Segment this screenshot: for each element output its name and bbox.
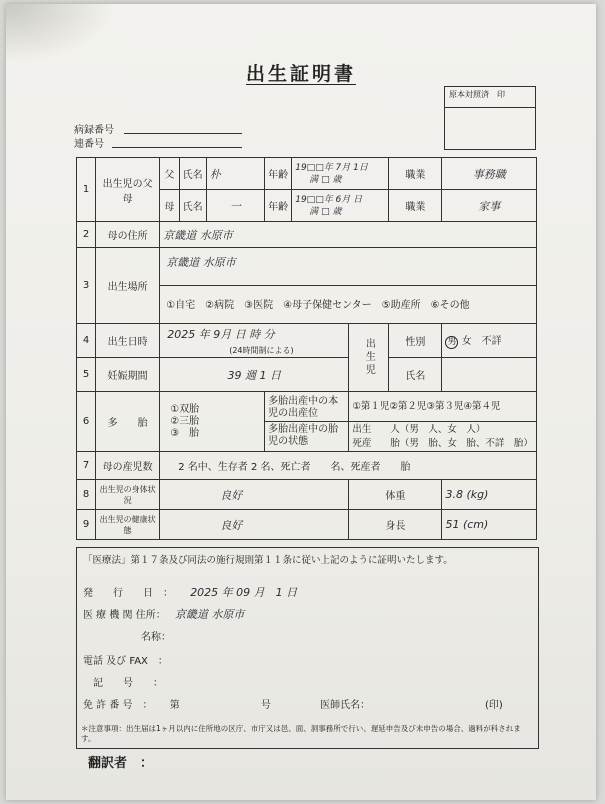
birth-datetime-label: 出生日時 <box>96 324 160 358</box>
mother-births-value: 2 名中、生存者 2 名、死亡者 名、死産者 胎 <box>160 452 537 480</box>
tel-fax-label: 電話 及び FAX ： <box>83 656 168 667</box>
sex-male-circled: 男 <box>447 337 457 347</box>
row-mother-address <box>77 222 537 248</box>
child-label: 出生児 <box>349 324 389 392</box>
father-name-value: 朴 <box>206 158 264 190</box>
record-number-field <box>74 121 234 135</box>
stamp-label: 原本対照済 印 <box>449 90 505 99</box>
birth-place-value: 京畿道 水原市 <box>160 250 536 286</box>
row-birth-datetime <box>77 324 537 358</box>
certificate-table <box>76 157 537 540</box>
child-name-label: 氏名 <box>389 358 442 392</box>
row-health-status <box>77 510 537 540</box>
gestation-label: 妊娠期間 <box>96 358 160 392</box>
birth-order-options: ①第１児②第２児③第３児④第４児 <box>349 394 536 422</box>
document-title: 出生証明書 <box>246 63 357 85</box>
mother-age-label: 年齢 <box>265 190 292 222</box>
height-label: 身長 <box>349 510 442 540</box>
org-address-value: 京畿道 水原市 <box>174 608 245 621</box>
row-number: 6 <box>77 392 96 452</box>
birth-place-options: ①自宅 ②病院 ③医院 ④母子保健センター ⑤助産所 ⑥その他 <box>166 300 470 311</box>
org-name-label: 名称： <box>141 632 171 643</box>
father-occupation-value: 事務職 <box>442 158 537 190</box>
health-status-value: 良好 <box>160 510 349 540</box>
mother-address-value: 京畿道 水原市 <box>160 222 537 248</box>
mother-births-label: 母の産児数 <box>96 452 160 480</box>
notice-text: ＊注意事項：出生届は1ヶ月以内に住所地の区庁、市庁又は邑、面、洞事務所で行い、遅延申告及び未申告の場合、過料が科されます。 <box>81 724 521 743</box>
seal-mark: (印) <box>485 700 503 711</box>
parents-label: 出生児の父母 <box>96 158 160 222</box>
birth-place-cell <box>160 248 537 324</box>
birth-order-label: 多胎出産中の本児の出産位 <box>265 394 348 422</box>
birth-datetime-value: 2025 年 9月 日 時 分 (24時間制による) <box>160 324 349 358</box>
mother-name-label: 氏名 <box>179 190 206 222</box>
multiple-birth-labels <box>265 392 349 452</box>
fetus-state-line1: 出生 人（男 人、女 人） <box>352 423 486 435</box>
stamp-box <box>444 86 536 150</box>
row-parents-father <box>77 158 537 190</box>
license-row <box>83 696 533 711</box>
weight-label: 体重 <box>349 480 442 510</box>
doctor-name-label: 医師氏名： <box>320 700 371 711</box>
father-occupation-label: 職業 <box>389 158 442 190</box>
fetus-state-label: 多胎出産中の胎児の状態 <box>268 423 339 447</box>
mother-age-value: 19□□年 6月 日 満 □ 歳 <box>292 190 389 222</box>
certification-statement: 「医療法」第１７条及び同法の施行規則第１１条に従い上記のように証明いたします。 <box>83 555 453 566</box>
father-tag: 父 <box>160 158 179 190</box>
row-number: 3 <box>77 248 96 324</box>
record-number-label: 病録番号 <box>74 125 114 136</box>
row-number: 8 <box>77 480 96 510</box>
row-birth-place <box>77 248 537 324</box>
row-number: 9 <box>77 510 96 540</box>
serial-number-field <box>74 135 234 149</box>
mother-name-value: 一 <box>206 190 264 222</box>
child-name-value <box>442 358 537 392</box>
license-no-label: 第 <box>169 700 180 711</box>
mother-address-label: 母の住所 <box>96 222 160 248</box>
org-address-label: 医 療 機 関 住所： <box>83 610 166 621</box>
license-label: 免 許 番 号 ： <box>83 700 153 711</box>
gestation-value: 39 週 1 日 <box>160 358 349 392</box>
row-multiple-birth <box>77 392 537 452</box>
issue-date-label: 発 行 日 ： <box>83 588 173 599</box>
sex-value <box>442 324 537 358</box>
page-shadow <box>6 4 116 64</box>
multiple-birth-values <box>349 392 537 452</box>
fetus-state-line2: 死産 胎（男 胎、女 胎、不詳 胎） <box>352 437 533 449</box>
row-mother-births <box>77 452 537 480</box>
father-name-label: 氏名 <box>179 158 206 190</box>
row-number: 7 <box>77 452 96 480</box>
birth-place-label: 出生場所 <box>96 248 160 324</box>
row-number: 1 <box>77 158 96 222</box>
org-address-row <box>83 606 244 622</box>
sex-rest: 女 不詳 <box>461 336 502 347</box>
multiple-birth-label: 多 胎 <box>96 392 160 452</box>
translator-label: 翻訳者 ： <box>88 756 154 771</box>
row-number: 2 <box>77 222 96 248</box>
weight-value: 3.8 (kg) <box>442 480 537 510</box>
row-number: 5 <box>77 358 96 392</box>
body-condition-value: 良好 <box>160 480 349 510</box>
row-body-condition <box>77 480 537 510</box>
mother-occupation-label: 職業 <box>389 190 442 222</box>
health-status-label: 出生児の健康状態 <box>96 510 160 540</box>
certification-section <box>76 547 539 749</box>
mother-tag: 母 <box>160 190 179 222</box>
multiple-birth-types: ①双胎 ②三胎 ③ 胎 <box>160 392 265 452</box>
sex-label: 性別 <box>389 324 442 358</box>
body-condition-label: 出生児の身体状況 <box>96 480 160 510</box>
issue-date-row <box>83 584 297 600</box>
row-number: 4 <box>77 324 96 358</box>
father-age-value: 19□□年 7月 1日 満 □ 歳 <box>292 158 389 190</box>
father-age-label: 年齢 <box>265 158 292 190</box>
mother-occupation-value: 家事 <box>442 190 537 222</box>
height-value: 51 (cm) <box>442 510 537 540</box>
serial-number-label: 連番号 <box>74 139 104 150</box>
sign-label: 記 号 ： <box>93 678 163 689</box>
document-paper <box>6 4 596 800</box>
issue-date-value: 2025 年 09 月 1 日 <box>190 586 298 599</box>
license-go-label: 号 <box>260 700 271 711</box>
